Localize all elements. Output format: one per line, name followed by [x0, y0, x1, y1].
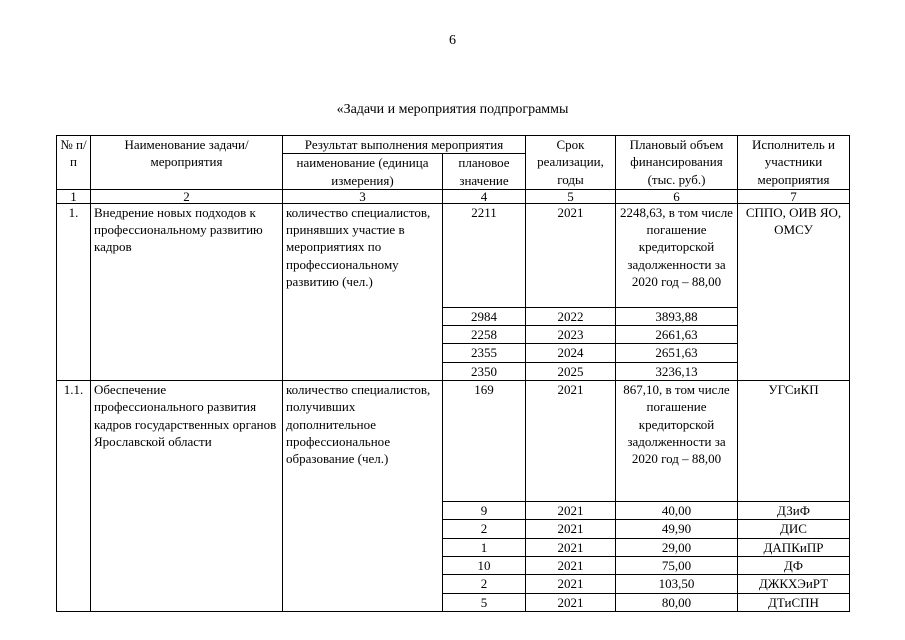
planned-value: 2: [443, 575, 526, 593]
header-num: № п/п: [57, 136, 91, 190]
funding-amount: 103,50: [616, 575, 738, 593]
planned-value: 2258: [443, 326, 526, 344]
term-year: 2021: [526, 556, 616, 574]
header-name: Наименование задачи/мероприятия: [91, 136, 283, 190]
header-result-name: наименование (единица измерения): [283, 154, 443, 190]
column-numbers-row: [57, 189, 850, 203]
term-year: 2021: [526, 520, 616, 538]
term-year: 2022: [526, 307, 616, 325]
planned-value: 2350: [443, 362, 526, 380]
planned-value: 5: [443, 593, 526, 611]
funding-amount: 40,00: [616, 502, 738, 520]
column-number: 7: [738, 189, 850, 203]
planned-value: 169: [443, 381, 526, 502]
header-term: Срок реализации, годы: [526, 136, 616, 190]
executor: ДЖКХЭиРТ: [738, 575, 850, 593]
column-number: 2: [91, 189, 283, 203]
term-year: 2021: [526, 538, 616, 556]
indicator-name: количество специалистов, принявших участие в мероприятиях по профессиональному развитию (чел.): [283, 203, 443, 380]
executor: ДФ: [738, 556, 850, 574]
executor: СППО, ОИВ ЯО, ОМСУ: [738, 203, 850, 380]
tasks-table: [56, 135, 850, 612]
indicator-name: количество специалистов, получивших дополнительное профессиональное образование (чел.): [283, 381, 443, 612]
term-year: 2025: [526, 362, 616, 380]
funding-amount: 2248,63, в том числе погашение кредиторской задолженности за 2020 год – 88,00: [616, 203, 738, 307]
table-row: [57, 381, 850, 502]
planned-value: 2: [443, 520, 526, 538]
funding-amount: 2651,63: [616, 344, 738, 362]
document-title: «Задачи и мероприятия подпрограммы: [336, 102, 569, 117]
task-name: Внедрение новых подходов к профессиональному развитию кадров: [91, 203, 283, 380]
planned-value: 2355: [443, 344, 526, 362]
executor: ДЗиФ: [738, 502, 850, 520]
funding-amount: 75,00: [616, 556, 738, 574]
planned-value: 1: [443, 538, 526, 556]
planned-value: 2211: [443, 203, 526, 307]
task-number: 1.: [57, 203, 91, 380]
column-number: 4: [443, 189, 526, 203]
page-number: 6: [449, 33, 456, 48]
term-year: 2023: [526, 326, 616, 344]
term-year: 2024: [526, 344, 616, 362]
header-row-1: [57, 136, 850, 154]
funding-amount: 3236,13: [616, 362, 738, 380]
planned-value: 10: [443, 556, 526, 574]
funding-amount: 3893,88: [616, 307, 738, 325]
column-number: 3: [283, 189, 443, 203]
term-year: 2021: [526, 381, 616, 502]
header-executor: Исполнитель и участники мероприятия: [738, 136, 850, 190]
funding-amount: 29,00: [616, 538, 738, 556]
executor: ДИС: [738, 520, 850, 538]
header-funding: Плановый объем финансирования (тыс. руб.): [616, 136, 738, 190]
executor: УГСиКП: [738, 381, 850, 502]
term-year: 2021: [526, 575, 616, 593]
funding-amount: 867,10, в том числе погашение кредиторской задолженности за 2020 год – 88,00: [616, 381, 738, 502]
column-number: 6: [616, 189, 738, 203]
planned-value: 9: [443, 502, 526, 520]
funding-amount: 80,00: [616, 593, 738, 611]
header-result: Результат выполнения мероприятия: [283, 136, 526, 154]
executor: ДАПКиПР: [738, 538, 850, 556]
term-year: 2021: [526, 593, 616, 611]
column-number: 1: [57, 189, 91, 203]
task-number: 1.1.: [57, 381, 91, 612]
term-year: 2021: [526, 203, 616, 307]
executor: ДТиСПН: [738, 593, 850, 611]
funding-amount: 49,90: [616, 520, 738, 538]
task-name: Обеспечение профессионального развития кадров государственных органов Ярославской области: [91, 381, 283, 612]
header-result-value: плановое значение: [443, 154, 526, 190]
table-row: [57, 203, 850, 307]
column-number: 5: [526, 189, 616, 203]
funding-amount: 2661,63: [616, 326, 738, 344]
planned-value: 2984: [443, 307, 526, 325]
term-year: 2021: [526, 502, 616, 520]
